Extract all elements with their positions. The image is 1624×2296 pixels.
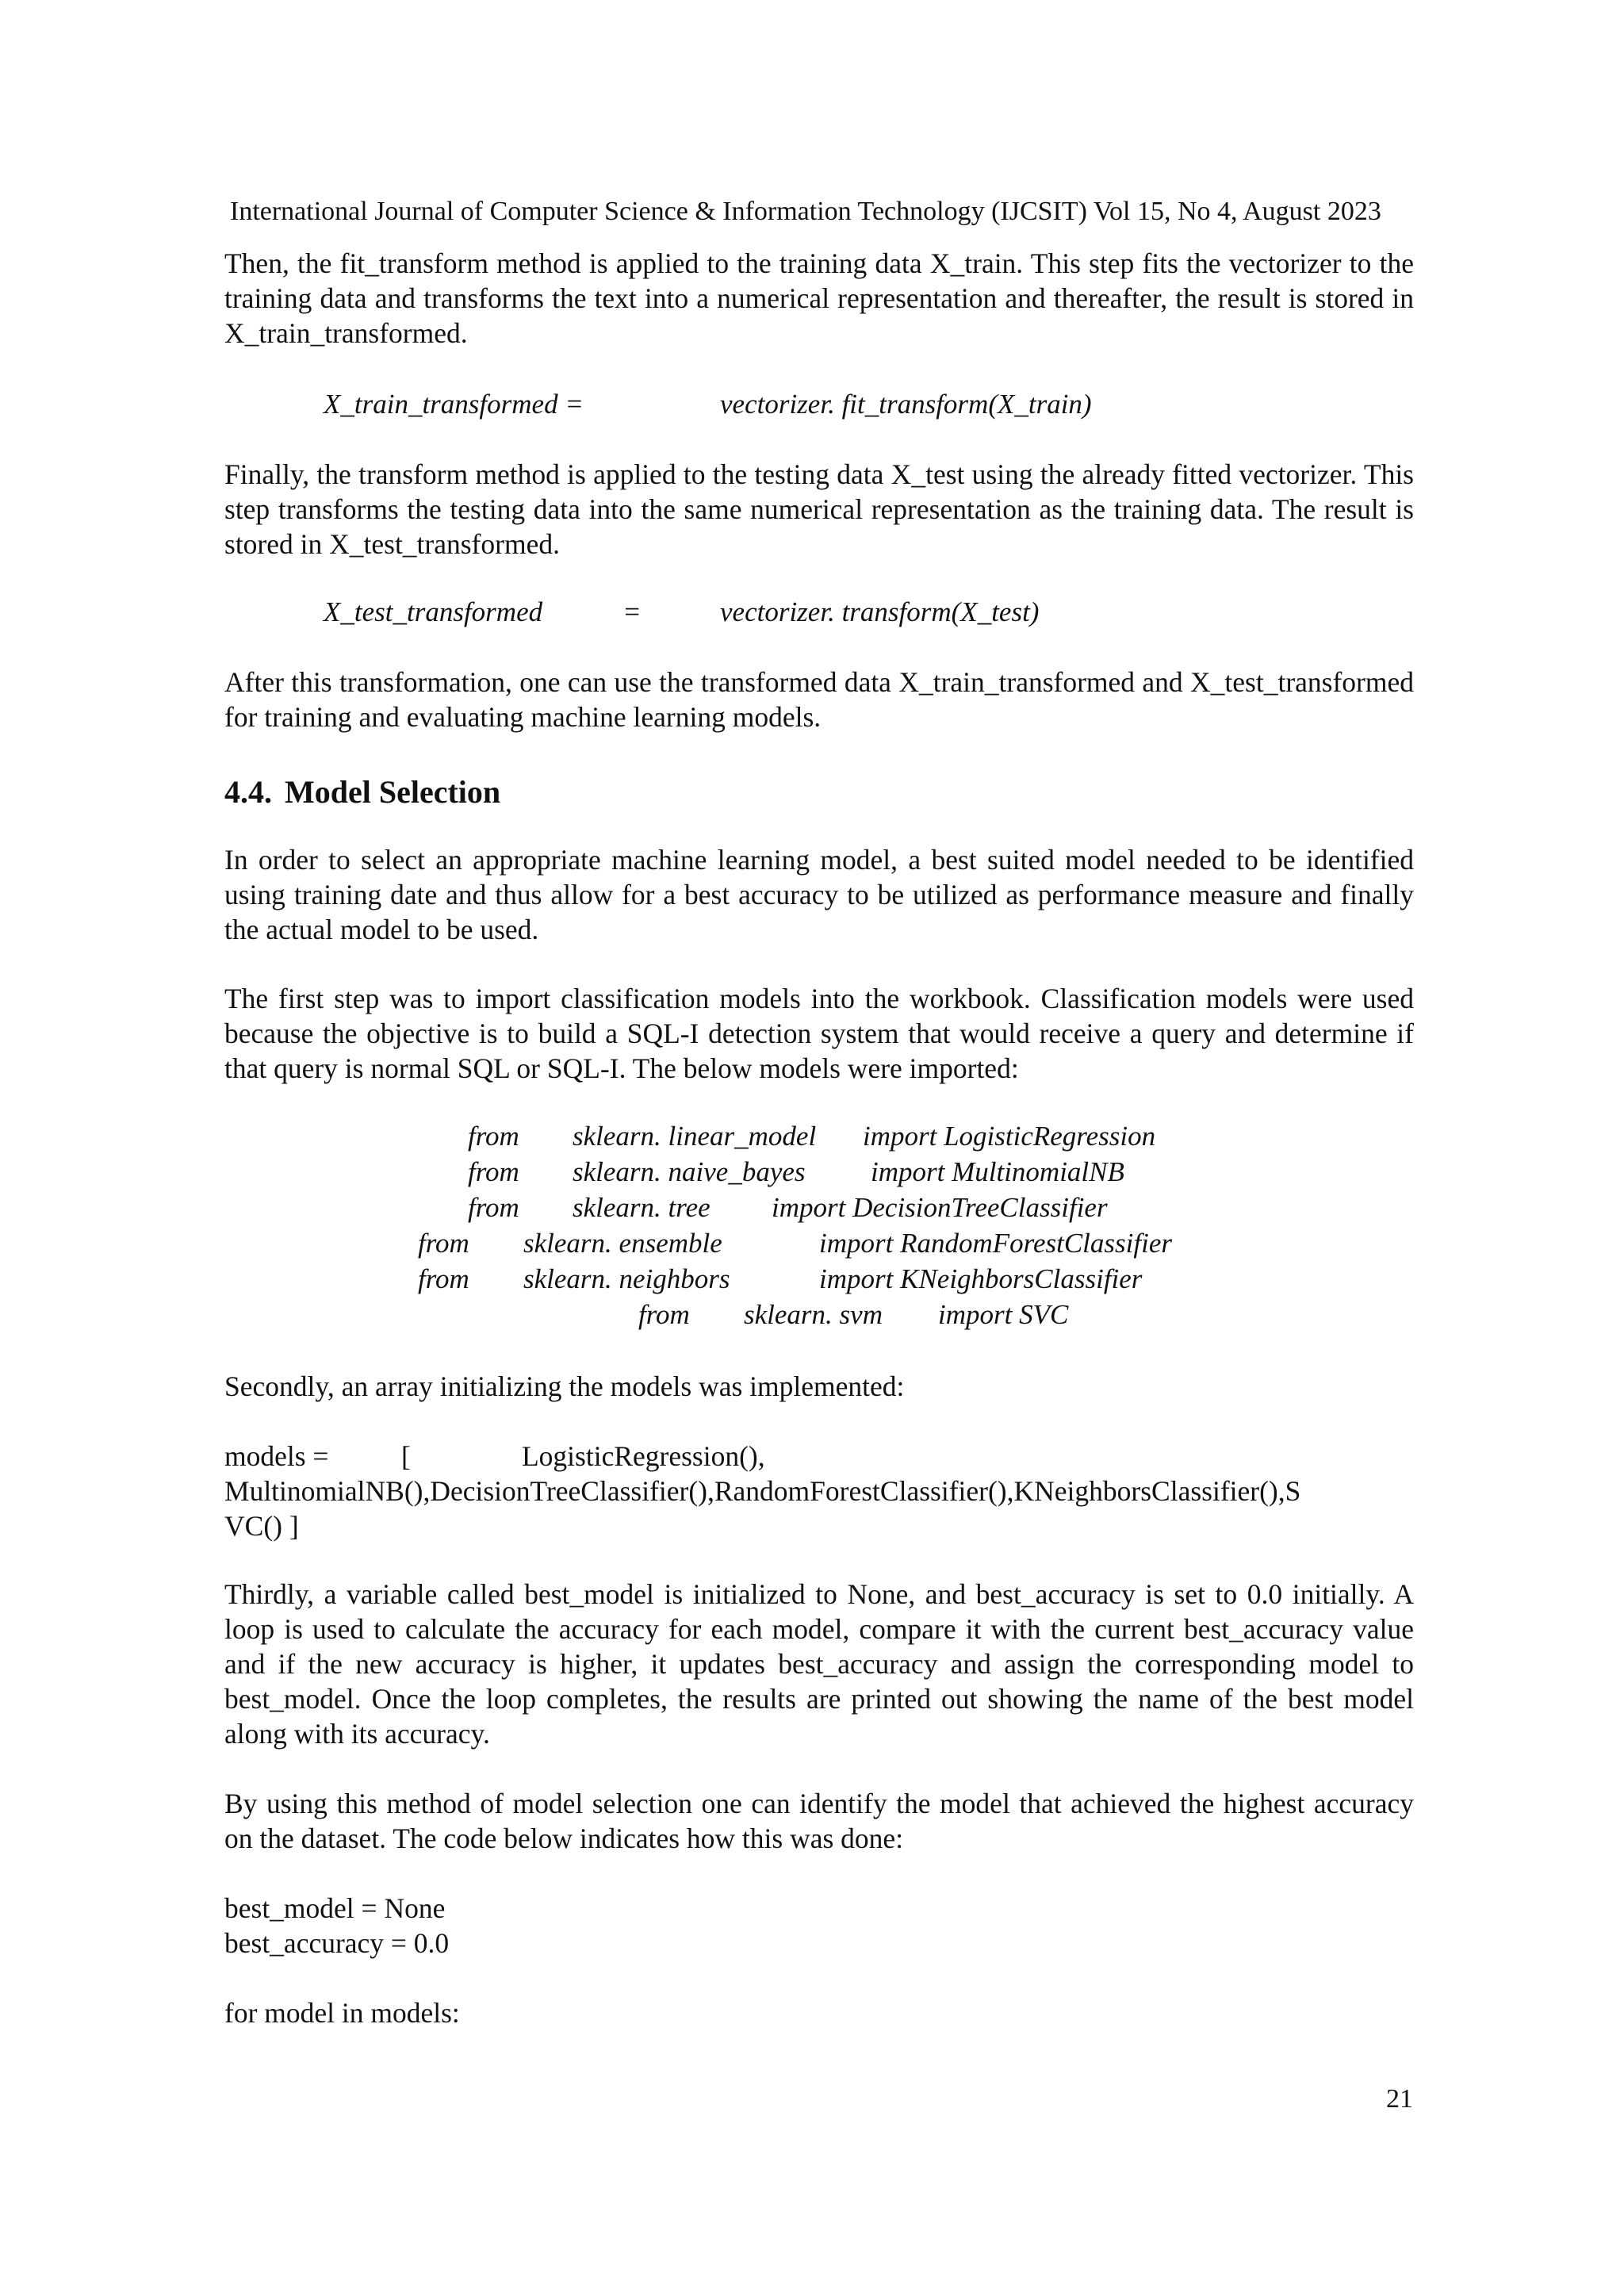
paragraph-selection-method: By using this method of model selection one can identify the model that achieved the highest accuracy on the dataset. The code below indicates how this was done: bbox=[224, 1788, 1414, 1854]
paragraph-best-model-loop: Thirdly, a variable called best_model is initialized to None, and best_accuracy is set to 0.0 initially. A loop is used to calculate the accuracy for each model, compare it with the current best_accuracy value and if the new accuracy is higher, it updates best_accuracy and assign the corresponding model to best_model. Once the loop completes, the results are printed out showing the name of the best model along with its accuracy. bbox=[224, 1578, 1414, 1750]
import-from-keyword: from bbox=[468, 1192, 519, 1223]
models-assignment: models = bbox=[224, 1440, 329, 1472]
import-class: import DecisionTreeClassifier bbox=[772, 1192, 1108, 1223]
paragraph-fit-transform: Then, the fit_transform method is applied to the training data X_train. This step fits the vectorizer to the training data and transforms the text into a numerical representation and thereafter, the result is stored in X_train_transformed. bbox=[224, 247, 1414, 349]
import-class: import LogisticRegression bbox=[863, 1121, 1156, 1152]
import-module: sklearn. tree bbox=[573, 1192, 710, 1223]
import-module: sklearn. neighbors bbox=[523, 1263, 730, 1294]
journal-header: International Journal of Computer Science & Information Technology (IJCSIT) Vol 15, No 4, August 2023 bbox=[230, 197, 1381, 226]
models-bracket: [ bbox=[401, 1440, 411, 1472]
paragraph-after-transformation: After this transformation, one can use the transformed data X_train_transformed and X_test_transformed for training and evaluating machine learning models. bbox=[224, 666, 1414, 733]
paragraph-array-intro: Secondly, an array initializing the models was implemented: bbox=[224, 1370, 905, 1402]
section-title: Model Selection bbox=[285, 774, 501, 810]
models-list-line: MultinomialNB(),DecisionTreeClassifier(),RandomForestClassifier(),KNeighborsClassifier(),S bbox=[224, 1475, 1301, 1507]
section-number: 4.4. bbox=[224, 774, 272, 810]
import-class: import SVC bbox=[938, 1299, 1069, 1330]
equation-2-lhs: X_test_transformed bbox=[324, 596, 543, 627]
import-from-keyword: from bbox=[418, 1228, 469, 1259]
import-from-keyword: from bbox=[418, 1263, 469, 1294]
import-module: sklearn. naive_bayes bbox=[573, 1156, 806, 1187]
code-best-accuracy: best_accuracy = 0.0 bbox=[224, 1927, 450, 1959]
equation-1-rhs: vectorizer. fit_transform(X_train) bbox=[720, 389, 1092, 420]
paragraph-transform: Finally, the transform method is applied to the testing data X_test using the already fitted vectorizer. This step transforms the testing data into the same numerical representation as the training data. The result is stored in X_test_transformed. bbox=[224, 458, 1414, 560]
import-module: sklearn. svm bbox=[744, 1299, 883, 1330]
import-class: import RandomForestClassifier bbox=[819, 1228, 1172, 1259]
import-from-keyword: from bbox=[638, 1299, 690, 1330]
import-module: sklearn. ensemble bbox=[523, 1228, 722, 1259]
equation-2-equals: = bbox=[622, 596, 642, 627]
equation-2-rhs: vectorizer. transform(X_test) bbox=[720, 596, 1040, 627]
paragraph-model-selection-intro: In order to select an appropriate machine learning model, a best suited model needed to be identified using training date and thus allow for a best accuracy to be utilized as performance measure and finally the actual model to be used. bbox=[224, 844, 1414, 945]
import-class: import KNeighborsClassifier bbox=[819, 1263, 1143, 1294]
section-heading bbox=[224, 773, 500, 811]
paragraph-import-models: The first step was to import classification models into the workbook. Classification models were used because the objective is to build a SQL-I detection system that would receive a query and determine if that query is normal SQL or SQL-I. The below models were imported: bbox=[224, 983, 1414, 1084]
import-from-keyword: from bbox=[468, 1156, 519, 1187]
import-class: import MultinomialNB bbox=[871, 1156, 1124, 1187]
models-list-end: VC() ] bbox=[224, 1510, 299, 1542]
import-from-keyword: from bbox=[468, 1121, 519, 1152]
code-best-model: best_model = None bbox=[224, 1892, 446, 1924]
models-first-item: LogisticRegression(), bbox=[522, 1440, 765, 1472]
code-for-loop: for model in models: bbox=[224, 1997, 460, 2029]
import-module: sklearn. linear_model bbox=[573, 1121, 817, 1152]
page-number: 21 bbox=[1386, 2084, 1413, 2114]
equation-1-lhs: X_train_transformed = bbox=[324, 389, 584, 420]
